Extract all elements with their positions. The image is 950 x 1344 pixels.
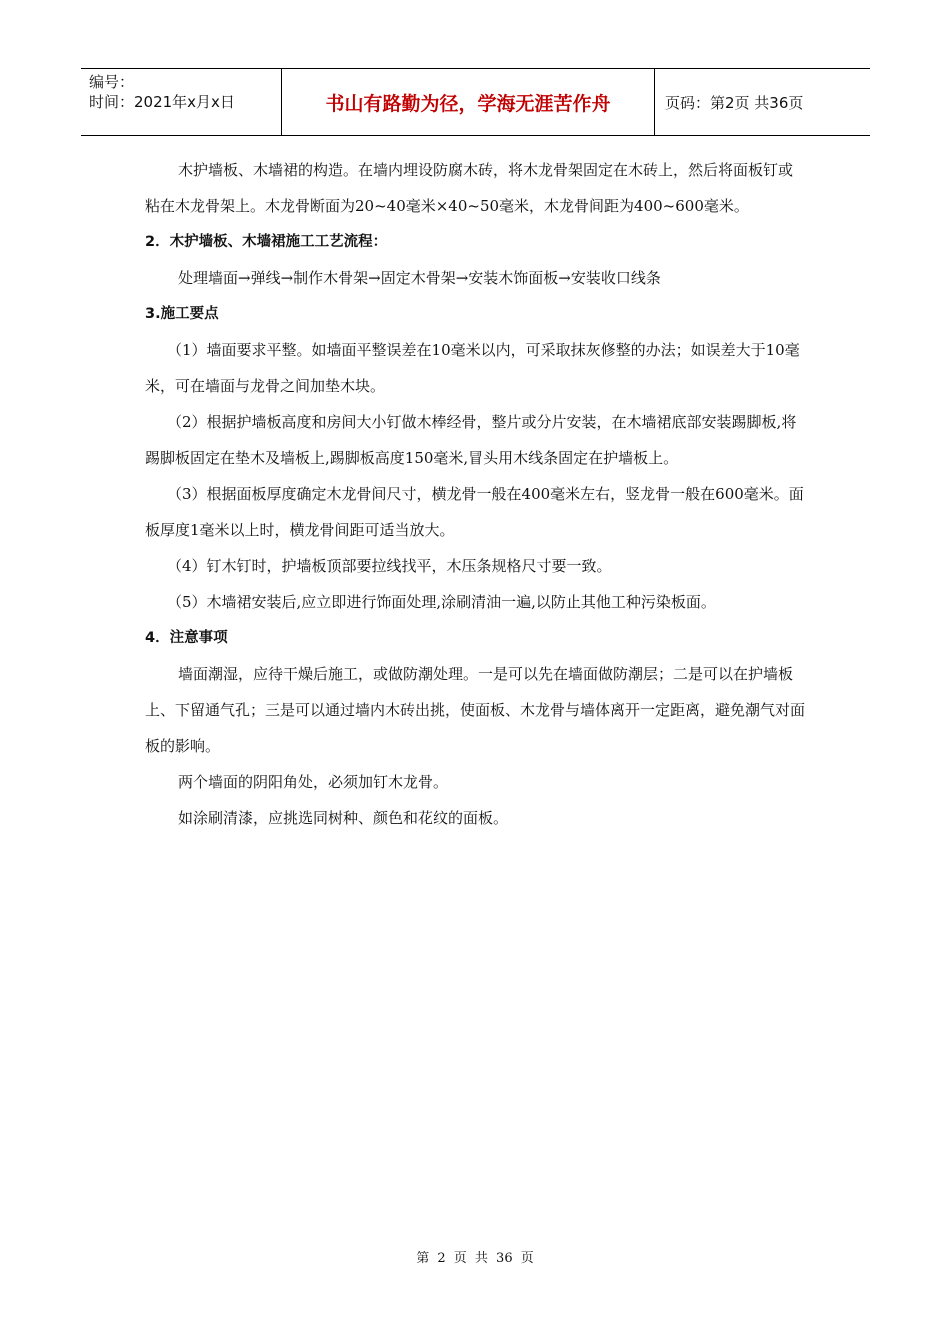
process-flow: 处理墙面→弹线→制作木骨架→固定木骨架→安装木饰面板→安装收口线条 bbox=[178, 269, 661, 287]
construction-point: （2）根据护墙板高度和房间大小钉做木棒经骨，整片或分片安装，在木墙裙底部安装踢脚板,将踢脚板固定在垫木及墙板上,踢脚板高度150毫米,冒头用木线条固定在护墙板上。 bbox=[145, 413, 797, 467]
construction-point: （1）墙面要求平整。如墙面平整误差在10毫米以内，可采取抹灰修整的办法；如误差大于10毫米，可在墙面与龙骨之间加垫木块。 bbox=[145, 341, 800, 395]
section-heading: 2．木护墙板、木墙裙施工工艺流程： bbox=[145, 234, 388, 250]
document-body bbox=[145, 152, 805, 836]
header-divider bbox=[654, 69, 655, 135]
page-footer: 第 2 页 共 36 页 bbox=[416, 1251, 534, 1266]
header-motto: 书山有路勤为径，学海无涯苦作舟 bbox=[325, 93, 611, 115]
construction-point: （5）木墙裙安装后,应立即进行饰面处理,涂刷清油一遍,以防止其他工种污染板面。 bbox=[167, 593, 716, 611]
note-paragraph: 如涂刷清漆，应挑选同树种、颜色和花纹的面板。 bbox=[178, 809, 509, 827]
header-page-info: 页码：第2页 共36页 bbox=[665, 94, 804, 112]
header-meta bbox=[89, 72, 279, 112]
note-paragraph: 两个墙面的阴阳角处，必须加钉木龙骨。 bbox=[178, 773, 449, 791]
section-heading: 4．注意事项 bbox=[145, 630, 228, 646]
intro-paragraph: 木护墙板、木墙裙的构造。在墙内埋设防腐木砖，将木龙骨架固定在木砖上，然后将面板钉或粘在木龙骨架上。木龙骨断面为20~40毫米×40~50毫米，木龙骨间距为400~600毫米。 bbox=[145, 161, 794, 215]
section-heading: 3.施工要点 bbox=[145, 306, 219, 322]
construction-point: （4）钉木钉时，护墙板顶部要拉线找平，木压条规格尺寸要一致。 bbox=[167, 557, 612, 575]
document-time: 时间：2021年x月x日 bbox=[89, 93, 235, 111]
construction-point: （3）根据面板厚度确定木龙骨间尺寸，横龙骨一般在400毫米左右，竖龙骨一般在600毫米。面板厚度1毫米以上时，横龙骨间距可适当放大。 bbox=[145, 485, 804, 539]
page-header bbox=[81, 68, 870, 136]
document-number-label: 编号： bbox=[89, 73, 135, 91]
note-paragraph: 墙面潮湿，应待干燥后施工，或做防潮处理。一是可以先在墙面做防潮层；二是可以在护墙板上、下留通气孔；三是可以通过墙内木砖出挑，使面板、木龙骨与墙体离开一定距离，避免潮气对面板的影响。 bbox=[145, 665, 806, 755]
